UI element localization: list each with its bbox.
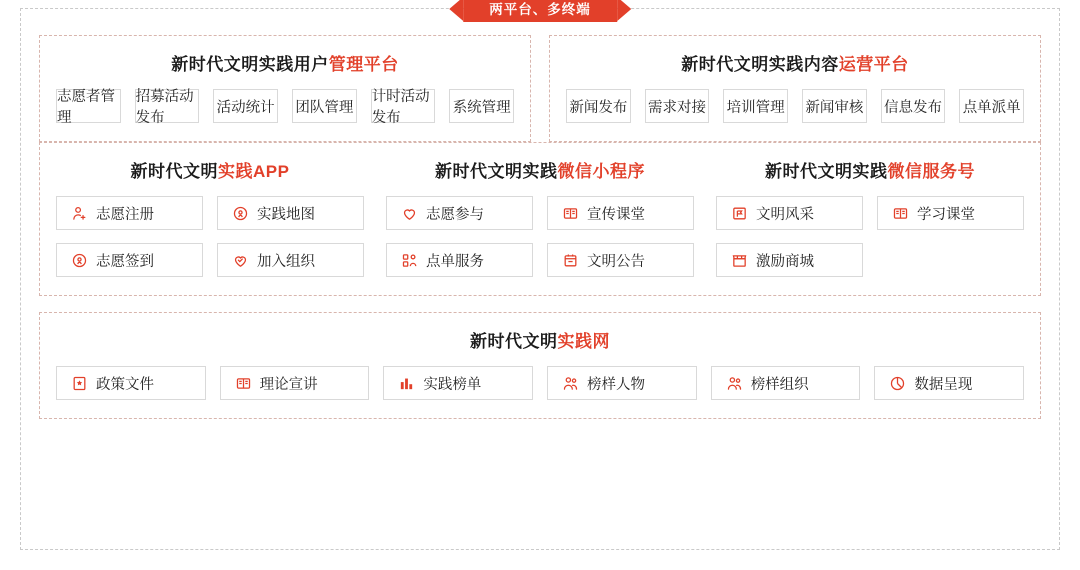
cell-item[interactable]: 团队管理 xyxy=(292,89,357,123)
panel-title-accent: 实践APP xyxy=(218,162,290,181)
cell-item[interactable] xyxy=(383,366,533,400)
panel-user-platform xyxy=(39,35,531,142)
cell-item[interactable] xyxy=(386,196,533,230)
group-service-account-title xyxy=(716,157,1024,182)
book-icon xyxy=(562,205,579,222)
cell-item[interactable]: 计时活动发布 xyxy=(371,89,436,123)
group-miniprogram-title xyxy=(386,157,694,182)
cell-label: 实践榜单 xyxy=(423,376,482,393)
panel-title-accent: 实践网 xyxy=(557,332,610,351)
grid-person-icon xyxy=(401,252,418,269)
cell-item[interactable] xyxy=(547,196,694,230)
panel-title-accent: 管理平台 xyxy=(328,55,399,74)
cell-item[interactable] xyxy=(716,243,863,277)
group-service-account xyxy=(716,157,1024,277)
cell-item[interactable]: 培训管理 xyxy=(723,89,788,123)
cell-item[interactable] xyxy=(217,196,364,230)
cell-label: 实践地图 xyxy=(257,206,315,223)
group-miniprogram xyxy=(386,157,694,277)
cell-item[interactable] xyxy=(547,366,697,400)
cell-label: 志愿签到 xyxy=(96,253,154,270)
panel-title-plain: 新时代文明 xyxy=(470,332,558,351)
cell-label: 理论宣讲 xyxy=(259,376,318,393)
cell-label: 榜样组织 xyxy=(750,376,809,393)
cell-label: 文明风采 xyxy=(756,206,814,223)
panel-title-plain: 新时代文明实践 xyxy=(765,162,888,181)
people-icon xyxy=(726,375,743,392)
panel-title-accent: 运营平台 xyxy=(838,55,909,74)
ribbon-banner xyxy=(463,0,617,22)
group-service-account-items xyxy=(716,196,1024,277)
cell-label: 志愿参与 xyxy=(426,206,484,223)
cell-item[interactable] xyxy=(56,243,203,277)
cell-item[interactable] xyxy=(874,366,1024,400)
panel-website-items xyxy=(56,366,1024,400)
person-add-icon xyxy=(71,205,88,222)
cell-item[interactable]: 点单派单 xyxy=(959,89,1024,123)
cell-item[interactable]: 信息发布 xyxy=(881,89,946,123)
panel-title-plain: 新时代文明实践 xyxy=(435,162,558,181)
terminals-groups xyxy=(56,157,1024,277)
cell-label: 榜样人物 xyxy=(587,376,646,393)
panel-website-title xyxy=(56,327,1024,352)
heart-check-icon xyxy=(232,252,249,269)
panel-website xyxy=(39,312,1041,419)
panel-title-accent: 微信服务号 xyxy=(887,162,975,181)
cell-label: 文明公告 xyxy=(587,253,645,270)
map-pin-icon xyxy=(232,205,249,222)
cell-item[interactable] xyxy=(716,196,863,230)
panel-user-platform-title xyxy=(56,50,514,75)
cell-item[interactable] xyxy=(220,366,370,400)
shop-icon xyxy=(731,252,748,269)
flag-frame-icon xyxy=(731,205,748,222)
panel-title-plain: 新时代文明实践内容 xyxy=(681,55,839,74)
calendar-icon xyxy=(562,252,579,269)
pie-chart-icon xyxy=(889,375,906,392)
cell-label: 激励商城 xyxy=(756,253,814,270)
document-star-icon xyxy=(71,375,88,392)
panel-title-accent: 微信小程序 xyxy=(557,162,645,181)
book-icon xyxy=(235,375,252,392)
cell-item[interactable]: 志愿者管理 xyxy=(56,89,121,123)
group-app-items xyxy=(56,196,364,277)
cell-label: 学习课堂 xyxy=(917,206,975,223)
cell-item[interactable] xyxy=(386,243,533,277)
cell-label: 政策文件 xyxy=(96,376,154,393)
cell-item[interactable]: 招募活动发布 xyxy=(135,89,200,123)
cell-item[interactable]: 新闻审核 xyxy=(802,89,867,123)
cell-label: 点单服务 xyxy=(426,253,484,270)
cell-item[interactable] xyxy=(877,196,1024,230)
panel-content-platform-items xyxy=(566,89,1024,123)
panel-content-platform xyxy=(549,35,1041,142)
cell-item[interactable]: 新闻发布 xyxy=(566,89,631,123)
map-pin-icon xyxy=(71,252,88,269)
cell-label: 宣传课堂 xyxy=(587,206,645,223)
row-spacer xyxy=(39,296,1041,312)
panel-content-platform-title xyxy=(566,50,1024,75)
panel-user-platform-items xyxy=(56,89,514,126)
people-icon xyxy=(562,375,579,392)
panel-title-plain: 新时代文明 xyxy=(130,162,219,181)
ribbon-label: 两平台、多终端 xyxy=(463,0,617,22)
cell-item[interactable]: 需求对接 xyxy=(645,89,710,123)
group-app-title xyxy=(56,157,364,182)
cell-item[interactable] xyxy=(547,243,694,277)
panel-terminals xyxy=(39,142,1041,296)
cell-item[interactable]: 活动统计 xyxy=(213,89,278,123)
cell-label: 志愿注册 xyxy=(96,206,154,223)
cell-item[interactable] xyxy=(711,366,861,400)
cell-label: 加入组织 xyxy=(257,253,315,270)
bar-chart-icon xyxy=(398,375,415,392)
book-icon xyxy=(892,205,909,222)
cell-item[interactable]: 系统管理 xyxy=(449,89,514,123)
heart-icon xyxy=(401,205,418,222)
panel-title-plain: 新时代文明实践用户 xyxy=(171,55,329,74)
diagram-content xyxy=(21,9,1059,429)
group-app xyxy=(56,157,364,277)
platforms-row xyxy=(39,35,1041,142)
group-miniprogram-items xyxy=(386,196,694,277)
cell-item[interactable] xyxy=(56,366,206,400)
cell-item[interactable] xyxy=(217,243,364,277)
cell-item[interactable] xyxy=(56,196,203,230)
cell-label: 数据呈现 xyxy=(914,376,973,393)
diagram-container xyxy=(20,2,1060,550)
